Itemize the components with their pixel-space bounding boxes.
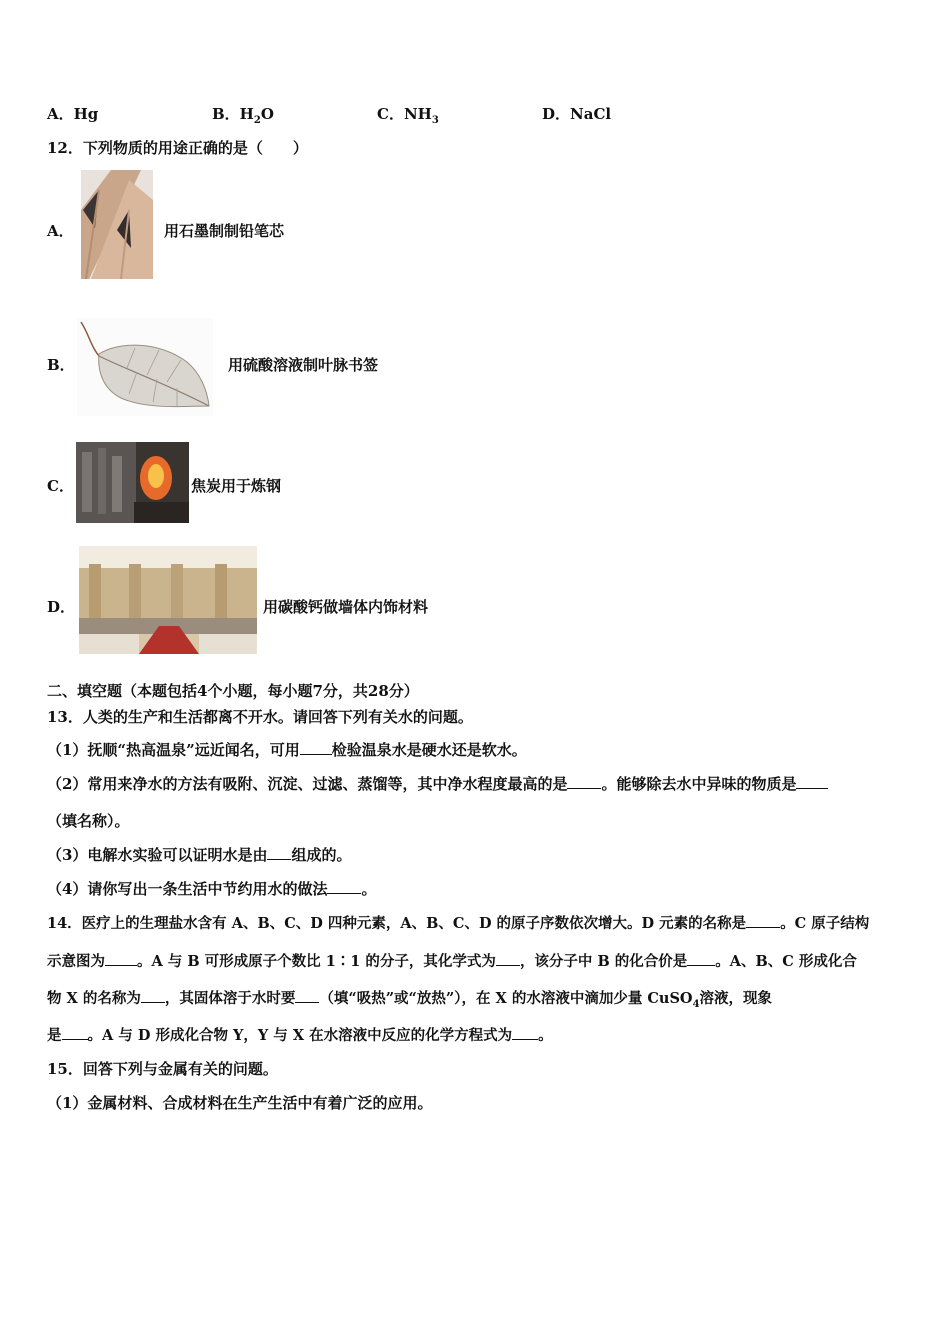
section-2-title: 二、填空题（本题包括4个小题，每小题7分，共28分） [47, 682, 419, 700]
q13-part-3 [47, 844, 351, 865]
q14-l3-b: ，其固体溶于水时要 [164, 990, 296, 1007]
answer-blank[interactable] [746, 914, 780, 928]
q13-part-2 [47, 773, 828, 794]
question-13-stem: 13．人类的生产和生活都离不开水。请回答下列有关水的问题。 [47, 708, 473, 726]
q12-option-a-text: 用石墨制制铅笔芯 [164, 222, 285, 240]
answer-blank[interactable] [796, 775, 828, 789]
q14-l3-subscript: 4 [692, 998, 700, 1010]
q13-p4-a: （4）请你写出一条生活中节约用水的做法 [47, 880, 328, 898]
q13-part-4 [47, 878, 376, 899]
answer-blank[interactable] [687, 952, 715, 966]
answer-blank[interactable] [141, 989, 165, 1003]
q13-p3-a: （3）电解水实验可以证明水是由 [47, 846, 268, 864]
q13-p4-b: 。 [361, 880, 377, 898]
q13-p1-a: （1）抚顺“热高温泉”远近闻名，可用 [47, 741, 300, 759]
option-c-nh3 [377, 103, 439, 126]
q12-option-d-letter: D． [47, 598, 76, 616]
q12-option-b-text: 用硫酸溶液制叶脉书签 [228, 356, 379, 374]
answer-blank[interactable] [300, 741, 332, 755]
answer-blank[interactable] [267, 846, 291, 860]
option-c-subscript: 3 [431, 115, 439, 126]
q14-l3-c: （填“吸热”或“放热”），在 X 的水溶液中滴加少量 CuSO [319, 990, 693, 1007]
question-12-stem: 12．下列物质的用途正确的是（ ） [47, 139, 308, 157]
answer-blank[interactable] [105, 952, 137, 966]
answer-blank[interactable] [62, 1026, 88, 1040]
option-b-h2o [212, 103, 274, 126]
q12-option-a-letter: A． [47, 222, 74, 240]
q14-l2-d: 。A、B、C 形成化合 [715, 953, 857, 970]
q14-l1-b: 。C 原子结构 [780, 915, 870, 932]
option-b-subscript: 2 [253, 115, 261, 126]
answer-blank[interactable] [496, 952, 520, 966]
steel-furnace-image [76, 442, 189, 523]
question-15-stem: 15．回答下列与金属有关的问题。 [47, 1060, 278, 1078]
q12-option-b-letter: B． [47, 356, 75, 374]
q14-l3-a: 物 X 的名称为 [47, 990, 141, 1007]
q13-part-2-cont: （填名称）。 [47, 812, 130, 830]
q14-l1-a: 14．医疗上的生理盐水含有 A、B、C、D 四种元素，A、B、C、D 的原子序数依次增大。D 元素的名称是 [47, 915, 747, 932]
q14-l3-d: 溶液，现象 [699, 990, 773, 1007]
option-c-prefix: C．NH [377, 105, 432, 123]
q14-l2-c: ，该分子中 B 的化合价是 [519, 953, 688, 970]
q13-p1-b: 检验温泉水是硬水还是软水。 [331, 741, 527, 759]
q14-line-4 [47, 1024, 553, 1045]
q14-l4-b: 。A 与 D 形成化合物 Y，Y 与 X 在水溶液中反应的化学方程式为 [87, 1027, 513, 1044]
option-d-nacl: D．NaCl [542, 105, 612, 123]
q13-p2-b: 。能够除去水中异味的物质是 [601, 775, 797, 793]
option-a-hg: A．Hg [47, 105, 99, 123]
answer-blank[interactable] [567, 775, 601, 789]
q14-line-1 [47, 912, 869, 933]
option-b-prefix: B．H [212, 105, 254, 123]
q12-option-c-text: 焦炭用于炼钢 [191, 477, 282, 495]
q14-l2-b: 。A 与 B 可形成原子个数比 1∶1 的分子，其化学式为 [137, 953, 496, 970]
marble-hall-image [79, 546, 257, 654]
q14-l4-a: 是 [47, 1027, 62, 1044]
q14-l4-c: 。 [538, 1027, 553, 1044]
q13-p3-b: 组成的。 [291, 846, 352, 864]
option-b-suffix: O [260, 105, 274, 123]
answer-blank[interactable] [512, 1026, 538, 1040]
q14-l2-a: 示意图为 [47, 953, 105, 970]
q14-line-3 [47, 987, 772, 1010]
pencils-image [81, 170, 153, 279]
answer-blank[interactable] [327, 880, 361, 894]
answer-blank[interactable] [295, 989, 319, 1003]
q14-line-2 [47, 950, 857, 971]
q13-p2-a: （2）常用来净水的方法有吸附、沉淀、过滤、蒸馏等，其中净水程度最高的是 [47, 775, 568, 793]
q13-part-1 [47, 739, 527, 760]
leaf-skeleton-image [77, 318, 213, 416]
q15-part-1: （1）金属材料、合成材料在生产生活中有着广泛的应用。 [47, 1094, 433, 1112]
q12-option-c-letter: C． [47, 477, 74, 495]
q12-option-d-text: 用碳酸钙做墙体内饰材料 [263, 598, 429, 616]
